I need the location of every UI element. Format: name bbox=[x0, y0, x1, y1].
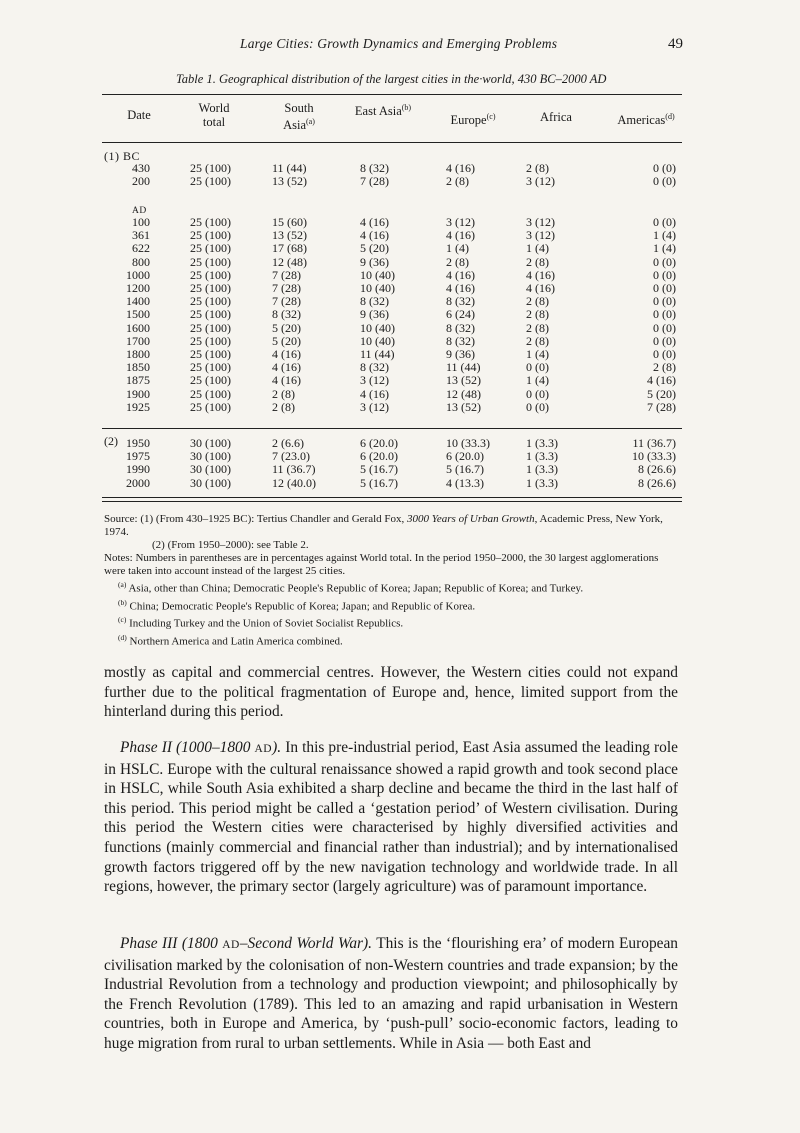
table-cell: 1 (3.3) bbox=[526, 475, 558, 490]
body-paragraph-phase2: Phase II (1000–1800 AD). In this pre-industrial period, East Asia assumed the leading role in HSLC. Europe with the cultural renaissance showed a rapid growth and took second place in HSLC, while South Asia exhibited a sharp decline and became the third in the last half of this period. This period might be called a ‘gestation period’ of Western civilisation. During this period the Western cities were characterised by highly diversified activities and functions (mainly commercial and financial rather than industrial); and by internationalised growth factors triggered off by the new navigation technology and worldwide trade. In all regions, however, the primary sector (largely agriculture) was of paramount importance. bbox=[104, 739, 678, 896]
table-cell: 4 (16) bbox=[446, 267, 475, 282]
table-cell-date: 800 bbox=[132, 254, 150, 269]
table-cell: 7 (28) bbox=[360, 174, 389, 189]
table-cell: 2 (8) bbox=[526, 333, 549, 348]
table-cell-date: 1600 bbox=[126, 320, 150, 335]
table-cell: 4 (16) bbox=[526, 281, 555, 295]
table-cell: 4 (16) bbox=[272, 347, 301, 361]
phase2-heading: Phase II (1000–1800 AD). bbox=[120, 739, 282, 756]
table-cell: 4 (16) bbox=[360, 386, 389, 401]
header-world-total: World total bbox=[198, 101, 230, 129]
table-cell: 25 (100) bbox=[190, 360, 231, 375]
table-cell: 25 (100) bbox=[190, 281, 231, 295]
table-cell: 9 (36) bbox=[360, 254, 389, 269]
table-cell: 17 (68) bbox=[272, 241, 307, 256]
table-cell: 25 (100) bbox=[190, 386, 231, 401]
table-cell: 0 (0) bbox=[653, 281, 676, 295]
table-cell: 4 (16) bbox=[272, 373, 301, 388]
table-header-rule bbox=[102, 142, 682, 143]
table-cell-date: 1900 bbox=[126, 386, 150, 401]
header-americas: Americas$^{(d)}$ bbox=[617, 112, 675, 128]
table-cell: 1 (4) bbox=[526, 241, 549, 256]
table-cell-date: 622 bbox=[132, 241, 150, 256]
table-cell: 25 (100) bbox=[190, 228, 231, 243]
table-cell: 5 (20) bbox=[272, 320, 301, 335]
section-label-2: (2) bbox=[104, 434, 118, 448]
table-cell: 5 (16.7) bbox=[360, 475, 398, 490]
table-cell: 8 (26.6) bbox=[638, 475, 676, 490]
table-cell: 11 (44) bbox=[446, 360, 481, 375]
table-cell: 6 (20.0) bbox=[360, 436, 398, 450]
section-label-ad: AD bbox=[132, 206, 147, 216]
table-cell: 0 (0) bbox=[653, 333, 676, 348]
table-cell: 2 (8) bbox=[526, 294, 549, 309]
table-cell-date: 1400 bbox=[126, 294, 150, 309]
table-cell-date: 1850 bbox=[126, 360, 150, 375]
body-paragraph-1: mostly as capital and commercial centres. However, the Western cities could not expand further due to the political fragmentation of Europe and, hence, limited support from the hinterland during this period. bbox=[104, 664, 678, 721]
table-cell: 2 (8) bbox=[526, 320, 549, 335]
table-cell: 0 (0) bbox=[526, 360, 549, 375]
table-cell-date: 1200 bbox=[126, 281, 150, 295]
table-cell: 12 (48) bbox=[272, 254, 307, 269]
table-cell-date: 1975 bbox=[126, 449, 150, 464]
table-cell: 9 (36) bbox=[446, 347, 475, 361]
table-cell: 25 (100) bbox=[190, 333, 231, 348]
table-cell: 8 (32) bbox=[446, 294, 475, 309]
table-cell: 0 (0) bbox=[653, 307, 676, 322]
table-cell: 0 (0) bbox=[653, 174, 676, 189]
table-cell: 4 (13.3) bbox=[446, 475, 484, 490]
table-cell: 25 (100) bbox=[190, 373, 231, 388]
table-cell-date: 2000 bbox=[126, 475, 150, 490]
table-cell: 5 (20) bbox=[647, 386, 676, 401]
table-cell: 8 (32) bbox=[360, 161, 389, 175]
table-cell: 3 (12) bbox=[526, 174, 555, 189]
table-cell: 12 (40.0) bbox=[272, 475, 316, 490]
table-cell: 2 (8) bbox=[526, 254, 549, 269]
page-number: 49 bbox=[668, 36, 683, 52]
footnote-b: $^{(b)}$ China; Democratic People's Republic of Korea; Japan; and Republic of Korea. bbox=[118, 597, 476, 613]
table-cell: 8 (32) bbox=[272, 307, 301, 322]
table-cell: 3 (12) bbox=[526, 228, 555, 243]
table-cell: 25 (100) bbox=[190, 241, 231, 256]
header-africa: Africa bbox=[540, 110, 572, 124]
table-cell: 0 (0) bbox=[653, 267, 676, 282]
table-cell: 10 (40) bbox=[360, 320, 395, 335]
table-cell: 1 (4) bbox=[653, 241, 676, 256]
table-cell: 7 (28) bbox=[272, 281, 301, 295]
table-cell: 1 (3.3) bbox=[526, 449, 558, 464]
table-cell: 10 (40) bbox=[360, 333, 395, 348]
table-section-rule bbox=[102, 428, 682, 429]
table-cell: 8 (32) bbox=[446, 320, 475, 335]
footnote-a: $^{(a)}$ Asia, other than China; Democratic People's Republic of Korea; Japan; Republic of Korea; and Turkey. bbox=[118, 580, 584, 595]
table-cell: 0 (0) bbox=[653, 215, 676, 229]
table-cell: 4 (16) bbox=[360, 228, 389, 243]
table-cell: 0 (0) bbox=[653, 161, 676, 175]
table-cell: 2 (8) bbox=[272, 399, 295, 414]
table-cell: 4 (16) bbox=[272, 360, 301, 375]
table-cell: 25 (100) bbox=[190, 320, 231, 335]
table-cell: 13 (52) bbox=[272, 174, 307, 189]
running-head: Large Cities: Growth Dynamics and Emerging Problems bbox=[240, 36, 558, 51]
footnote-c: $^{(c)}$ Including Turkey and the Union of Soviet Socialist Republics. bbox=[118, 615, 404, 630]
table-caption: Table 1. Geographical distribution of the largest cities in the·world, 430 BC–2000 AD bbox=[176, 72, 607, 86]
table-cell: 0 (0) bbox=[526, 399, 549, 414]
table-cell: 13 (52) bbox=[446, 399, 481, 414]
table-cell: 2 (8) bbox=[446, 254, 469, 269]
table-cell: 1 (4) bbox=[526, 373, 549, 388]
table-cell: 8 (32) bbox=[446, 333, 475, 348]
table-cell: 25 (100) bbox=[190, 294, 231, 309]
table-cell: 1 (4) bbox=[526, 347, 549, 361]
table-cell: 10 (40) bbox=[360, 267, 395, 282]
table-cell: 1 (4) bbox=[446, 241, 469, 256]
table-cell: 5 (16.7) bbox=[446, 462, 484, 477]
table-cell: 30 (100) bbox=[190, 475, 231, 490]
table-cell: 25 (100) bbox=[190, 161, 231, 175]
table-cell: 11 (36.7) bbox=[632, 436, 676, 450]
table-cell: 2 (8) bbox=[446, 174, 469, 189]
table-cell: 10 (33.3) bbox=[632, 449, 676, 464]
table-cell: 4 (16) bbox=[446, 281, 475, 295]
section-label-bc: (1) BC bbox=[104, 149, 140, 163]
header-east-asia: East Asia$^{(b)}$ bbox=[354, 103, 412, 119]
table-cell: 5 (20) bbox=[272, 333, 301, 348]
table-cell: 7 (28) bbox=[272, 294, 301, 309]
table-cell: 30 (100) bbox=[190, 462, 231, 477]
table-cell: 2 (8) bbox=[653, 360, 676, 375]
table-cell: 7 (28) bbox=[647, 399, 676, 414]
table-cell: 4 (16) bbox=[446, 228, 475, 243]
table-cell: 12 (48) bbox=[446, 386, 481, 401]
table-cell: 2 (8) bbox=[526, 307, 549, 322]
phase3-heading: Phase III (1800 AD–Second World War). bbox=[120, 935, 373, 952]
table-cell: 3 (12) bbox=[526, 215, 555, 229]
table-cell: 2 (8) bbox=[526, 161, 549, 175]
table-cell: 0 (0) bbox=[653, 294, 676, 309]
table-top-rule bbox=[102, 94, 682, 95]
table-cell: 25 (100) bbox=[190, 347, 231, 361]
table-cell: 0 (0) bbox=[526, 386, 549, 401]
table-cell: 25 (100) bbox=[190, 174, 231, 189]
table-cell: 11 (44) bbox=[360, 347, 395, 361]
table-cell: 11 (36.7) bbox=[272, 462, 316, 477]
table-cell-date: 1700 bbox=[126, 333, 150, 348]
table-cell: 1 (3.3) bbox=[526, 436, 558, 450]
table-cell: 10 (33.3) bbox=[446, 436, 490, 450]
table-cell: 4 (16) bbox=[647, 373, 676, 388]
table-cell-date: 1500 bbox=[126, 307, 150, 322]
table-cell: 15 (60) bbox=[272, 215, 307, 229]
table-cell: 10 (40) bbox=[360, 281, 395, 295]
source-note: Source: (1) (From 430–1925 BC): Tertius Chandler and Gerald Fox, 3000 Years of Urban Growth, Academic Press, New York, 1974. bbox=[104, 513, 663, 538]
table-cell: 5 (16.7) bbox=[360, 462, 398, 477]
table-bottom-rule-2 bbox=[102, 501, 682, 502]
table-cell: 1 (3.3) bbox=[526, 462, 558, 477]
table-cell: 25 (100) bbox=[190, 307, 231, 322]
table-cell: 11 (44) bbox=[272, 161, 307, 175]
table-cell: 4 (16) bbox=[446, 161, 475, 175]
table-cell-date: 430 bbox=[132, 161, 150, 175]
body-paragraph-phase3: Phase III (1800 AD–Second World War). This is the ‘flourishing era’ of modern European civilisation marked by the colonisation of non-Western countries and trade expansion; by the Industrial Revolution from a technology and production viewpoint; and philosophically by the French Revolution (1789). This led to an amazing and rapid urbanisation in Western countries, both in Europe and America, by ‘push-pull’ socio-economic factors, leading to huge migration from rural to urban settlements. While in Asia — both East and bbox=[104, 935, 678, 1052]
table-cell: 13 (52) bbox=[446, 373, 481, 388]
table-cell: 25 (100) bbox=[190, 254, 231, 269]
table-cell: 0 (0) bbox=[653, 254, 676, 269]
table-cell: 25 (100) bbox=[190, 267, 231, 282]
header-europe: Europe$^{(c)}$ bbox=[450, 112, 496, 128]
table-cell: 8 (26.6) bbox=[638, 462, 676, 477]
table-cell: 8 (32) bbox=[360, 360, 389, 375]
table-cell: 3 (12) bbox=[360, 399, 389, 414]
table-cell-date: 200 bbox=[132, 174, 150, 189]
table-cell: 9 (36) bbox=[360, 307, 389, 322]
table-cell: 6 (20.0) bbox=[360, 449, 398, 464]
table-cell: 2 (8) bbox=[272, 386, 295, 401]
table-notes bbox=[104, 513, 682, 649]
table-cell: 4 (16) bbox=[526, 267, 555, 282]
table-cell: 0 (0) bbox=[653, 347, 676, 361]
table-cell-date: 1950 bbox=[126, 436, 150, 450]
table-cell: 25 (100) bbox=[190, 215, 231, 229]
table-cell: 5 (20) bbox=[360, 241, 389, 256]
notes-text: Notes: Numbers in parentheses are in percentages against World total. In the period 1950–2000, the 30 largest agglomerations were taken into account instead of the largest 25 cities. bbox=[104, 552, 659, 577]
table-cell-date: 100 bbox=[132, 215, 150, 229]
table-cell-date: 361 bbox=[132, 228, 150, 243]
table-cell: 1 (4) bbox=[653, 228, 676, 243]
table-cell: 6 (24) bbox=[446, 307, 475, 322]
source-note-2: (2) (From 1950–2000): see Table 2. bbox=[152, 539, 309, 551]
table-cell-date: 1800 bbox=[126, 347, 150, 361]
table-cell-date: 1875 bbox=[126, 373, 150, 388]
table-cell: 25 (100) bbox=[190, 399, 231, 414]
table-cell-date: 1990 bbox=[126, 462, 150, 477]
table-bottom-rule bbox=[102, 497, 682, 498]
table-cell: 3 (12) bbox=[360, 373, 389, 388]
table-cell: 6 (20.0) bbox=[446, 449, 484, 464]
table-cell: 30 (100) bbox=[190, 436, 231, 450]
header-date: Date bbox=[127, 108, 151, 122]
table-cell: 7 (23.0) bbox=[272, 449, 310, 464]
footnote-d: $^{(d)}$ Northern America and Latin America combined. bbox=[118, 632, 343, 648]
table-cell: 7 (28) bbox=[272, 267, 301, 282]
table-cell: 3 (12) bbox=[446, 215, 475, 229]
table-cell: 0 (0) bbox=[653, 320, 676, 335]
table-cell: 4 (16) bbox=[360, 215, 389, 229]
table-cell: 8 (32) bbox=[360, 294, 389, 309]
table-cell: 30 (100) bbox=[190, 449, 231, 464]
table-cell-date: 1925 bbox=[126, 399, 150, 414]
header-south-asia: South Asia$^{(a)}$ bbox=[283, 101, 315, 133]
table-cell: 13 (52) bbox=[272, 228, 307, 243]
table-cell-date: 1000 bbox=[126, 267, 150, 282]
table-cell: 2 (6.6) bbox=[272, 436, 304, 450]
